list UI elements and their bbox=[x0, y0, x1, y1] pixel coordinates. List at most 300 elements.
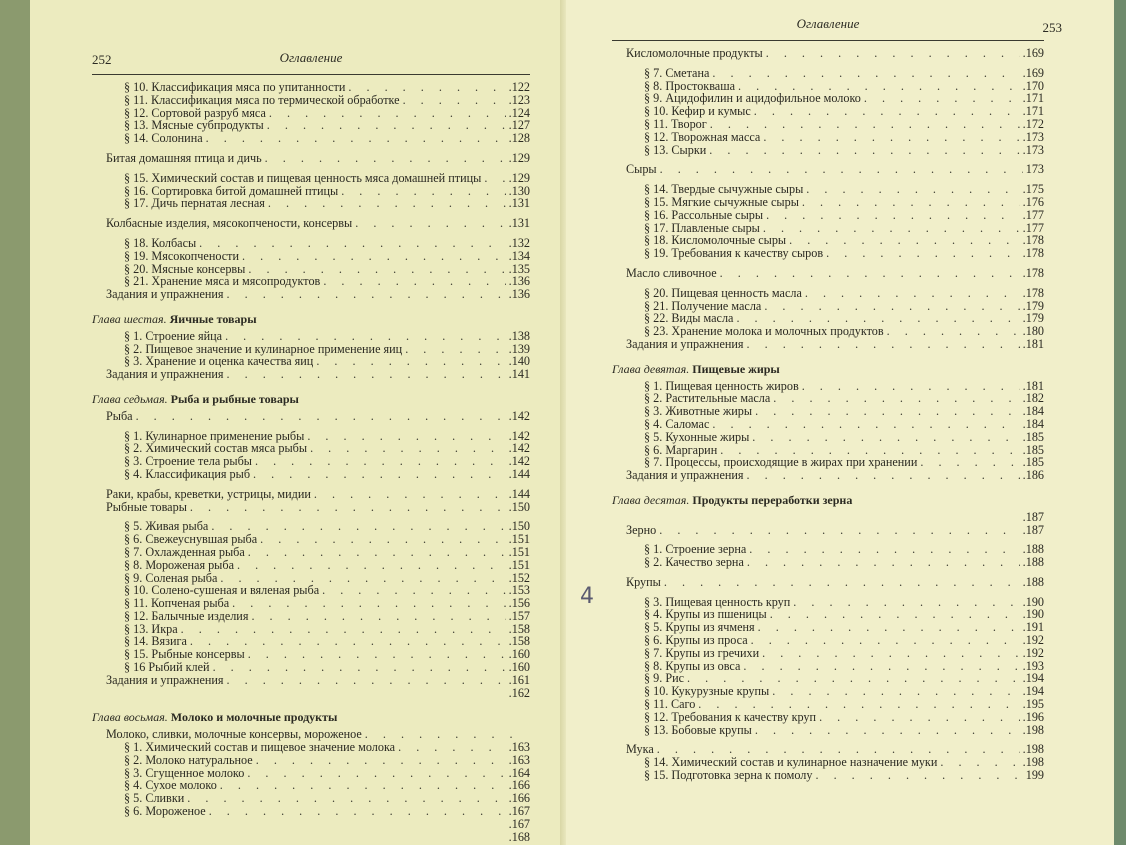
right-page-number: 253 bbox=[1042, 20, 1062, 35]
toc-entry-page: .160 bbox=[508, 647, 530, 662]
toc-entry-title: § 14. Вязига bbox=[124, 634, 187, 649]
toc-leader-dots bbox=[225, 330, 506, 343]
toc-entry bbox=[612, 634, 1044, 647]
toc-entry bbox=[92, 559, 530, 572]
toc-entry bbox=[612, 131, 1044, 144]
toc-entry bbox=[92, 81, 530, 94]
toc-entry-page: .182 bbox=[1022, 391, 1044, 406]
toc-entry bbox=[92, 610, 530, 623]
toc-entry-title: § 14. Солонина bbox=[124, 131, 203, 146]
toc-entry-title: § 1. Строение зерна bbox=[644, 542, 747, 557]
toc-entry-title: § 1. Пищевая ценность жиров bbox=[644, 378, 799, 393]
toc-entry bbox=[92, 132, 530, 145]
toc-leader-dots bbox=[316, 355, 505, 368]
toc-entry-page: .163 bbox=[508, 752, 530, 767]
toc-entry-page: .181 bbox=[1022, 336, 1044, 351]
toc-leader-dots bbox=[747, 469, 1020, 482]
toc-entry-title: § 5. Сливки bbox=[124, 791, 185, 806]
toc-entry bbox=[612, 431, 1044, 444]
toc-entry-page: .131 bbox=[508, 216, 530, 231]
toc-entry-page: .129 bbox=[508, 170, 530, 185]
toc-entry-page: .188 bbox=[1022, 555, 1044, 570]
toc-entry-page: .179 bbox=[1022, 311, 1044, 326]
toc-entry bbox=[92, 172, 530, 185]
toc-leader-dots bbox=[887, 325, 1020, 338]
toc-leader-dots bbox=[940, 756, 1019, 769]
toc-entry-page: .173 bbox=[1022, 129, 1044, 144]
toc-entry bbox=[92, 741, 530, 754]
toc-entry bbox=[612, 47, 1044, 60]
toc-entry-title: § 2. Химический состав мяса рыбы bbox=[124, 441, 308, 456]
toc-leader-dots bbox=[190, 501, 506, 514]
toc-entry-title: Задания и упражнения bbox=[626, 468, 744, 483]
toc-leader-dots bbox=[248, 546, 506, 559]
toc-leader-dots bbox=[405, 343, 505, 356]
toc-entry-title: § 21. Получение масла bbox=[644, 298, 762, 313]
toc-entry-page: .184 bbox=[1022, 404, 1044, 419]
toc-entry-title: § 11. Копченая рыба bbox=[124, 596, 230, 611]
left-toc bbox=[92, 81, 530, 843]
toc-entry-title: § 13. Бобовые крупы bbox=[644, 722, 752, 737]
toc-entry-title: § 8. Крупы из овса bbox=[644, 658, 741, 673]
toc-leader-dots bbox=[227, 368, 506, 381]
toc-entry-page: .122 bbox=[508, 80, 530, 94]
toc-entry-title: § 16. Сортировка битой домашней птицы bbox=[124, 183, 339, 198]
toc-entry-title: Кисломолочные продукты bbox=[626, 46, 763, 60]
toc-chapter-heading bbox=[612, 363, 1044, 376]
toc-entry-page: .178 bbox=[1022, 285, 1044, 300]
toc-leader-dots bbox=[187, 792, 505, 805]
chapter-prefix: Глава седьмая. bbox=[92, 391, 168, 406]
toc-leader-dots bbox=[720, 267, 1020, 280]
toc-entry-title: § 11. Творог bbox=[644, 116, 707, 131]
toc-leader-dots bbox=[237, 559, 506, 572]
toc-entry-page: .166 bbox=[508, 778, 530, 793]
toc-entry-title: § 3. Сгущенное молоко bbox=[124, 765, 245, 780]
toc-entry bbox=[92, 501, 530, 514]
toc-entry-page: .178 bbox=[1022, 233, 1044, 248]
toc-entry-page: .180 bbox=[1022, 324, 1044, 339]
toc-entry-page: .128 bbox=[508, 131, 530, 146]
toc-entry-title: Раки, крабы, креветки, устрицы, мидии bbox=[106, 486, 311, 501]
chapter-title: Рыба и рыбные товары bbox=[170, 391, 299, 406]
toc-leader-dots bbox=[802, 380, 1020, 393]
toc-entry bbox=[92, 217, 530, 230]
toc-leader-dots bbox=[255, 455, 506, 468]
toc-entry bbox=[92, 546, 530, 559]
handwritten-annotation: 4 bbox=[580, 584, 594, 609]
toc-chapter-heading bbox=[92, 393, 530, 406]
toc-entry-page: .195 bbox=[1022, 697, 1044, 712]
toc-leader-dots bbox=[269, 107, 506, 120]
toc-leader-dots bbox=[766, 47, 1020, 60]
toc-entry-title: Мука bbox=[626, 742, 654, 757]
toc-entry-page: .144 bbox=[508, 466, 530, 481]
toc-entry-page: .194 bbox=[1022, 684, 1044, 699]
toc-spacer bbox=[612, 156, 1044, 163]
toc-entry-page: .175 bbox=[1022, 182, 1044, 197]
toc-entry-title: § 7. Процессы, происходящие в жирах при хранении bbox=[644, 455, 918, 470]
toc-entry-page: .132 bbox=[508, 235, 530, 250]
toc-entry-title: § 16 Рыбий клей bbox=[124, 660, 210, 675]
toc-entry-title: Задания и упражнения bbox=[106, 287, 224, 302]
toc-leader-dots bbox=[802, 196, 1020, 209]
toc-entry bbox=[92, 410, 530, 423]
toc-entry-title: § 15. Химический состав и пищевая ценность мяса домашней птицы bbox=[124, 170, 482, 185]
toc-entry-title: § 12. Сортовой разруб мяса bbox=[124, 105, 266, 120]
toc-entry-title: § 13. Икра bbox=[124, 621, 178, 636]
toc-entry bbox=[612, 144, 1044, 157]
toc-entry bbox=[612, 724, 1044, 737]
toc-entry-title: § 8. Простокваша bbox=[644, 78, 736, 93]
toc-entry-page: .178 bbox=[1022, 246, 1044, 261]
toc-entry-page: .194 bbox=[1022, 671, 1044, 686]
toc-entry bbox=[612, 196, 1044, 209]
toc-leader-dots bbox=[220, 779, 506, 792]
toc-entry bbox=[612, 118, 1044, 131]
toc-entry bbox=[92, 197, 530, 210]
left-page bbox=[30, 0, 570, 845]
toc-entry-page: .193 bbox=[1022, 658, 1044, 673]
toc-entry-page: .167 bbox=[508, 804, 530, 819]
toc-leader-dots bbox=[770, 608, 1020, 621]
toc-entry-page: .185 bbox=[1022, 429, 1044, 444]
toc-entry-page: .179 bbox=[1022, 298, 1044, 313]
toc-leader-dots bbox=[660, 163, 1023, 176]
toc-chapter-heading bbox=[92, 313, 530, 326]
toc-leader-dots bbox=[755, 724, 1020, 737]
toc-entry-page: .150 bbox=[508, 519, 530, 534]
toc-chapter-heading bbox=[612, 494, 1044, 507]
toc-entry bbox=[612, 287, 1044, 300]
toc-entry-title: Задания и упражнения bbox=[626, 336, 744, 351]
toc-entry-page: .187 bbox=[1022, 509, 1044, 524]
toc-leader-dots bbox=[806, 183, 1019, 196]
toc-entry-title: Задания и упражнения bbox=[106, 672, 224, 687]
toc-entry-page: .134 bbox=[508, 248, 530, 263]
toc-entry-title: § 2. Растительные масла bbox=[644, 391, 771, 406]
toc-entry-title: § 18. Колбасы bbox=[124, 235, 197, 250]
toc-entry-page: .190 bbox=[1022, 607, 1044, 622]
toc-leader-dots bbox=[789, 234, 1020, 247]
toc-entry-title: § 2. Качество зерна bbox=[644, 555, 744, 570]
toc-entry-title: Битая домашняя птица и дичь bbox=[106, 150, 262, 165]
toc-entry bbox=[92, 687, 530, 700]
toc-entry-title: § 12. Творожная масса bbox=[644, 129, 761, 144]
toc-entry-title: § 9. Соленая рыба bbox=[124, 570, 218, 585]
toc-leader-dots bbox=[793, 596, 1019, 609]
toc-entry bbox=[612, 418, 1044, 431]
toc-leader-dots bbox=[752, 431, 1019, 444]
toc-entry-page: .187 bbox=[1022, 522, 1044, 537]
toc-entry-page: .162 bbox=[508, 685, 530, 700]
toc-entry-page: .178 bbox=[1022, 265, 1044, 280]
chapter-prefix: Глава десятая. bbox=[612, 492, 690, 507]
toc-entry bbox=[612, 267, 1044, 280]
toc-entry bbox=[612, 524, 1044, 537]
toc-entry-title: § 9. Ацидофилин и ацидофильное молоко bbox=[644, 91, 861, 106]
toc-leader-dots bbox=[242, 250, 506, 263]
toc-leader-dots bbox=[322, 584, 506, 597]
toc-leader-dots bbox=[136, 410, 506, 423]
toc-leader-dots bbox=[310, 442, 506, 455]
toc-leader-dots bbox=[764, 300, 1019, 313]
toc-entry-title: § 3. Пищевая ценность круп bbox=[644, 594, 791, 609]
toc-leader-dots bbox=[341, 185, 505, 198]
toc-entry-title: § 15. Мягкие сычужные сыры bbox=[644, 194, 799, 209]
toc-entry bbox=[92, 831, 530, 844]
toc-entry-page: .123 bbox=[508, 92, 530, 107]
toc-leader-dots bbox=[251, 610, 505, 623]
toc-entry-title: § 16. Рассольные сыры bbox=[644, 207, 764, 222]
toc-entry bbox=[92, 488, 530, 501]
toc-entry-title: § 1. Кулинарное применение рыбы bbox=[124, 428, 305, 443]
toc-entry-page: .129 bbox=[508, 150, 530, 165]
toc-entry-title: § 3. Строение тела рыбы bbox=[124, 454, 252, 469]
toc-entry-title: § 7. Охлажденная рыба bbox=[124, 544, 245, 559]
toc-leader-dots bbox=[227, 674, 506, 687]
toc-entry-title: Молоко, сливки, молочные консервы, мороженое bbox=[106, 727, 362, 742]
toc-entry-title: § 2. Пищевое значение и кулинарное применение яиц bbox=[124, 341, 403, 356]
chapter-title: Пищевые жиры bbox=[692, 361, 780, 376]
toc-entry-title: § 1. Химический состав и пищевое значение молока bbox=[124, 740, 396, 755]
toc-entry-page: .164 bbox=[508, 765, 530, 780]
toc-entry-title: § 8. Мороженая рыба bbox=[124, 557, 234, 572]
toc-entry-page: .192 bbox=[1022, 645, 1044, 660]
toc-entry-page: .163 bbox=[508, 740, 530, 755]
toc-entry-page: .161 bbox=[508, 672, 530, 687]
toc-entry bbox=[92, 818, 530, 831]
toc-entry-page: .160 bbox=[508, 660, 530, 675]
toc-entry-title: § 13. Мясные субпродукты bbox=[124, 118, 264, 133]
toc-entry-page: .152 bbox=[508, 570, 530, 585]
toc-entry-title: § 10. Кефир и кумыс bbox=[644, 104, 751, 119]
toc-entry bbox=[92, 250, 530, 263]
toc-leader-dots bbox=[267, 119, 506, 132]
right-header-title: Оглавление bbox=[796, 16, 860, 31]
toc-entry-title: § 9. Рис bbox=[644, 671, 685, 686]
toc-leader-dots bbox=[247, 767, 505, 780]
toc-entry bbox=[612, 163, 1044, 176]
toc-leader-dots bbox=[348, 81, 505, 94]
toc-leader-dots bbox=[213, 661, 506, 674]
toc-entry-title: § 12. Требования к качеству круп bbox=[644, 709, 817, 724]
toc-leader-dots bbox=[762, 647, 1020, 660]
toc-entry-page: .171 bbox=[1022, 91, 1044, 106]
toc-entry-page: .167 bbox=[508, 816, 530, 831]
toc-entry-title: § 10. Солено-сушеная и вяленая рыба bbox=[124, 583, 320, 598]
toc-entry-title: § 6. Маргарин bbox=[644, 442, 718, 457]
toc-entry-title: § 14. Химический состав и кулинарное назначение муки bbox=[644, 755, 938, 770]
toc-leader-dots bbox=[751, 634, 1020, 647]
toc-leader-dots bbox=[659, 524, 1019, 537]
toc-entry-title: § 21. Хранение мяса и мясопродуктов bbox=[124, 274, 321, 289]
toc-entry-title: § 1. Строение яйца bbox=[124, 328, 223, 343]
toc-entry-title: § 23. Хранение молока и молочных продуктов bbox=[644, 324, 884, 339]
toc-entry-page: .177 bbox=[1022, 207, 1044, 222]
toc-entry-page: .138 bbox=[508, 328, 530, 343]
toc-entry-title: § 15. Подготовка зерна к помолу bbox=[644, 768, 813, 783]
toc-leader-dots bbox=[773, 392, 1019, 405]
toc-entry-title: § 22. Виды масла bbox=[644, 311, 734, 326]
toc-entry bbox=[92, 368, 530, 381]
toc-entry-page: .151 bbox=[508, 557, 530, 572]
toc-entry-title: § 17. Дичь пернатая лесная bbox=[124, 196, 265, 211]
toc-leader-dots bbox=[747, 556, 1020, 569]
toc-entry-page: .177 bbox=[1022, 220, 1044, 235]
toc-entry-page: .141 bbox=[508, 367, 530, 382]
toc-entry-title: § 5. Крупы из ячменя bbox=[644, 620, 755, 635]
toc-entry-page: .124 bbox=[508, 105, 530, 120]
toc-entry-title: § 7. Сметана bbox=[644, 65, 710, 80]
toc-leader-dots bbox=[232, 597, 506, 610]
toc-entry-page: .158 bbox=[508, 621, 530, 636]
toc-leader-dots bbox=[763, 222, 1020, 235]
toc-entry-page: .142 bbox=[508, 454, 530, 469]
toc-leader-dots bbox=[323, 275, 505, 288]
toc-entry bbox=[92, 468, 530, 481]
toc-entry bbox=[612, 511, 1044, 524]
toc-leader-dots bbox=[206, 132, 506, 145]
toc-leader-dots bbox=[307, 430, 505, 443]
toc-entry-title: § 15. Рыбные консервы bbox=[124, 647, 245, 662]
toc-leader-dots bbox=[712, 67, 1019, 80]
toc-leader-dots bbox=[749, 543, 1019, 556]
right-page-header bbox=[612, 10, 1062, 41]
toc-leader-dots bbox=[314, 488, 506, 501]
toc-entry bbox=[92, 533, 530, 546]
toc-leader-dots bbox=[743, 660, 1019, 673]
toc-leader-dots bbox=[355, 217, 505, 230]
toc-entry-page: .168 bbox=[508, 829, 530, 844]
toc-entry-page: .136 bbox=[508, 287, 530, 302]
toc-entry-page: .170 bbox=[1022, 78, 1044, 93]
toc-entry-page: .135 bbox=[508, 261, 530, 276]
toc-entry-page: 173 bbox=[1025, 162, 1044, 177]
toc-entry bbox=[92, 94, 530, 107]
toc-entry-title: § 5. Кухонные жиры bbox=[644, 429, 750, 444]
toc-entry bbox=[92, 152, 530, 165]
toc-entry-title: § 17. Плавленые сыры bbox=[644, 220, 760, 235]
toc-entry bbox=[612, 405, 1044, 418]
toc-entry-title: § 3. Животные жиры bbox=[644, 404, 753, 419]
toc-entry-page: .130 bbox=[508, 183, 530, 198]
toc-entry bbox=[612, 209, 1044, 222]
toc-entry bbox=[92, 237, 530, 250]
toc-entry bbox=[92, 661, 530, 674]
toc-entry-title: § 4. Классификация рыб bbox=[124, 466, 251, 481]
toc-entry bbox=[92, 754, 530, 767]
chapter-title: Продукты переработки зерна bbox=[692, 492, 853, 507]
toc-entry-title: Задания и упражнения bbox=[106, 367, 224, 382]
toc-entry-title: § 6. Свежеуснувшая рыба bbox=[124, 532, 258, 547]
toc-entry bbox=[612, 698, 1044, 711]
toc-leader-dots bbox=[805, 287, 1020, 300]
chapter-title: Яичные товары bbox=[169, 311, 257, 326]
toc-leader-dots bbox=[484, 172, 505, 185]
toc-entry-title: § 19. Мясокопчености bbox=[124, 248, 240, 263]
toc-entry-page: .156 bbox=[508, 596, 530, 611]
toc-leader-dots bbox=[398, 741, 506, 754]
toc-entry-title: Рыбные товары bbox=[106, 499, 187, 514]
toc-entry-page: .136 bbox=[508, 274, 530, 289]
toc-entry-page: .131 bbox=[508, 196, 530, 211]
toc-entry-page: .127 bbox=[508, 118, 530, 133]
right-page bbox=[566, 0, 1114, 845]
toc-entry-page: .169 bbox=[1022, 65, 1044, 80]
toc-entry bbox=[92, 288, 530, 301]
toc-leader-dots bbox=[265, 152, 506, 165]
toc-entry-page: .196 bbox=[1022, 709, 1044, 724]
toc-entry bbox=[92, 805, 530, 818]
toc-leader-dots bbox=[712, 418, 1019, 431]
toc-entry bbox=[92, 455, 530, 468]
toc-entry-page: .191 bbox=[1022, 620, 1044, 635]
toc-entry-title: § 18. Кисломолочные сыры bbox=[644, 233, 787, 248]
toc-entry-page: .185 bbox=[1022, 442, 1044, 457]
toc-entry-title: § 11. Саго bbox=[644, 697, 696, 712]
toc-entry-title: § 19. Требования к качеству сыров bbox=[644, 246, 824, 261]
toc-entry bbox=[92, 597, 530, 610]
toc-leader-dots bbox=[864, 92, 1020, 105]
toc-entry-page: .142 bbox=[508, 441, 530, 456]
toc-entry-page: .150 bbox=[508, 499, 530, 514]
toc-entry-title: Крупы bbox=[626, 574, 661, 589]
toc-entry-page: .169 bbox=[1022, 46, 1044, 60]
toc-chapter-heading bbox=[92, 711, 530, 724]
toc-entry-title: Зерно bbox=[626, 522, 657, 537]
toc-leader-dots bbox=[763, 131, 1019, 144]
toc-entry-title: § 12. Балычные изделия bbox=[124, 608, 249, 623]
toc-entry-title: Масло сливочное bbox=[626, 265, 717, 280]
toc-entry-page: .173 bbox=[1022, 142, 1044, 157]
toc-entry-page: .142 bbox=[508, 428, 530, 443]
toc-entry bbox=[612, 769, 1044, 782]
toc-leader-dots bbox=[256, 754, 506, 767]
toc-entry-page: .184 bbox=[1022, 416, 1044, 431]
toc-leader-dots bbox=[209, 805, 506, 818]
toc-entry-page: .185 bbox=[1022, 455, 1044, 470]
toc-leader-dots bbox=[766, 209, 1020, 222]
toc-entry-title: § 2. Молоко натуральное bbox=[124, 752, 253, 767]
toc-leader-dots bbox=[181, 623, 506, 636]
toc-entry-title: § 14. Твердые сычужные сыры bbox=[644, 182, 804, 197]
chapter-prefix: Глава девятая. bbox=[612, 361, 690, 376]
toc-leader-dots bbox=[709, 144, 1019, 157]
toc-entry bbox=[92, 674, 530, 687]
toc-entry-page: 199 bbox=[1025, 768, 1044, 783]
toc-leader-dots bbox=[747, 338, 1020, 351]
toc-entry-page: .151 bbox=[508, 532, 530, 547]
toc-entry bbox=[612, 711, 1044, 724]
right-toc bbox=[612, 47, 1044, 782]
toc-leader-dots bbox=[755, 405, 1020, 418]
toc-leader-dots bbox=[403, 94, 506, 107]
toc-entry-title: § 20. Мясные консервы bbox=[124, 261, 246, 276]
chapter-prefix: Глава шестая. bbox=[92, 311, 167, 326]
toc-entry bbox=[612, 338, 1044, 351]
toc-entry-page: .186 bbox=[1022, 468, 1044, 483]
toc-entry bbox=[92, 330, 530, 343]
toc-entry-page: .151 bbox=[508, 544, 530, 559]
toc-entry-page: .192 bbox=[1022, 633, 1044, 648]
toc-entry-title: Сыры bbox=[626, 162, 657, 177]
background-left bbox=[0, 0, 34, 845]
toc-entry-title: § 10. Классификация мяса по упитанности bbox=[124, 80, 346, 94]
toc-entry-page: .198 bbox=[1022, 742, 1044, 757]
toc-entry-page: .142 bbox=[508, 408, 530, 423]
toc-entry-title: § 6. Мороженое bbox=[124, 804, 206, 819]
